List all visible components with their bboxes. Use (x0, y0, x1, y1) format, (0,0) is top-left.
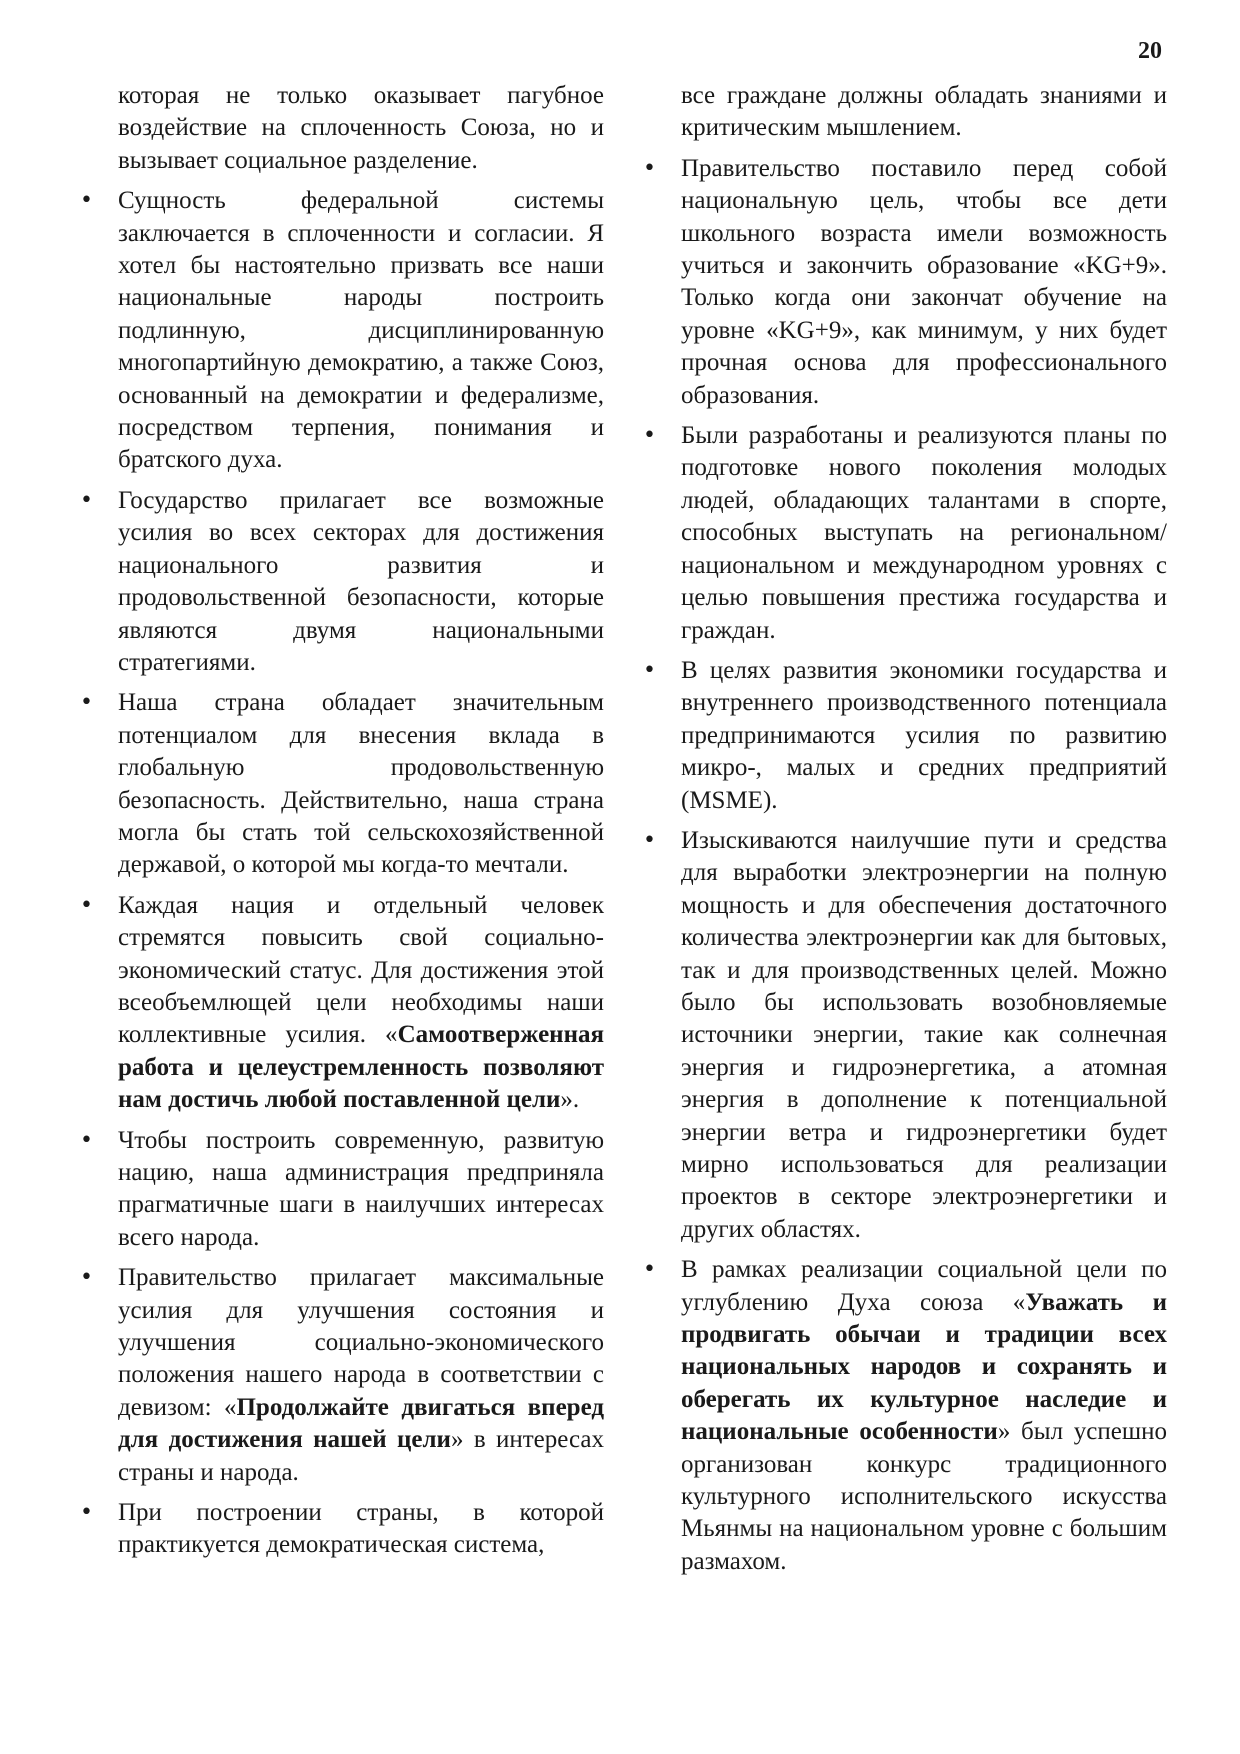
bullet-text: Правительство поставило перед собой национальную цель, чтобы все дети школьного возраста имели возможность учиться и закончить образование «KG+9». Только когда они закончат обучение на уровне «KG+9», как минимум, у них будет прочная основа для профессионального образования. (681, 154, 1167, 409)
bullet-item (118, 185, 604, 477)
continuation-paragraph: которая не только оказывает пагубное воздействие на сплоченность Союза, но и вызывает социальное разделение. (118, 82, 604, 174)
bold-quote: Продолжайте двигаться вперед для достижения нашей цели (118, 1393, 604, 1454)
right-column (681, 80, 1167, 1586)
bold-quote: Самоотверженная работа и целеустремленность позволяют нам достичь любой поставленной цели (118, 1021, 604, 1114)
bullet-item (118, 890, 604, 1117)
continuation-paragraph: все граждане должны обладать знаниями и критическим мышлением. (681, 82, 1167, 142)
bullet-item (118, 485, 604, 679)
bullet-text: Изыскиваются наилучшие пути и средства для выработки электроэнергии на полную мощность и для обеспечения достаточного количества электроэнергии как для бытовых, так и для производственных целей. Можно было бы использовать возобновляемые источники энергии, такие как солнечная энергия и гидроэнергетика, а атомная энергия в дополнение к потенциальной энергии ветра и гидроэнергетики будет мирно использоваться для реализации проектов в секторе электроэнергетики и других областях. (681, 826, 1167, 1243)
left-column (118, 80, 604, 1570)
bullet-item (118, 687, 604, 881)
bullet-text: ». (560, 1086, 580, 1114)
bullet-list (681, 153, 1167, 1578)
bullet-text: Государство прилагает все возможные усилия во всех секторах для достижения национального развития и продовольственной безопасности, которые являются двумя национальными стратегиями. (118, 486, 604, 676)
bullet-item (681, 153, 1167, 412)
bullet-item (681, 420, 1167, 647)
bullet-text: Правительство прилагает максимальные усилия для улучшения состояния и улучшения социально-экономического положения нашего народа в соответствии с девизом: « (118, 1264, 604, 1421)
bullet-text: В целях развития экономики государства и внутреннего производственного потенциала предпринимаются усилия по развитию микро-, малых и средних предприятий (MSME). (681, 656, 1167, 814)
bullet-item (118, 1125, 604, 1255)
bullet-text: » был успешно организован конкурс традиционного культурного исполнительского искусства Мьянмы на национальном уровне с большим размахом. (681, 1418, 1167, 1575)
bullet-text: При построении страны, в которой практикуется демократическая система, (118, 1499, 604, 1559)
bullet-text: Чтобы построить современную, развитую нацию, наша администрация предприняла прагматичные шаги в наилучших интересах всего народа. (118, 1126, 604, 1251)
bullet-text: Сущность федеральной системы заключается в сплоченности и согласии. Я хотел бы настоятельно призвать все наши национальные народы построить подлинную, дисциплинированную многопартийную демократию, а также Союз, основанный на демократии и федерализме, посредством терпения, понимания и братского духа. (118, 187, 604, 474)
bullet-item (118, 1497, 604, 1562)
bullet-text: » в интересах страны и народа. (118, 1426, 604, 1486)
page-number: 20 (1138, 38, 1162, 64)
bullet-item (118, 1262, 604, 1489)
bullet-item (681, 1254, 1167, 1578)
bullet-item (681, 825, 1167, 1246)
bold-quote: Уважать и продвигать обычаи и традиции всех национальных народов и сохранять и оберегать их культурное наследие и национальные особенности (681, 1288, 1167, 1446)
bullet-text: Наша страна обладает значительным потенциалом для внесения вклада в глобальную продовольственную безопасность. Действительно, наша страна могла бы стать той сельскохозяйственной державой, о которой мы когда-то мечтали. (118, 689, 604, 879)
bullet-list (118, 185, 604, 1562)
bullet-text: Каждая нация и отдельный человек стремятся повысить свой социально-экономический статус. Для достижения этой всеобъемлющей цели необходимы наши коллективные усилия. « (118, 891, 604, 1049)
bullet-item (681, 655, 1167, 817)
bullet-text: Были разработаны и реализуются планы по подготовке нового поколения молодых людей, обладающих талантами в спорте, способных выступать на региональном/национальном и международном уровнях с целью повышения престижа государства и граждан. (681, 422, 1167, 644)
bullet-text: В рамках реализации социальной цели по углублению Духа союза « (681, 1256, 1167, 1316)
